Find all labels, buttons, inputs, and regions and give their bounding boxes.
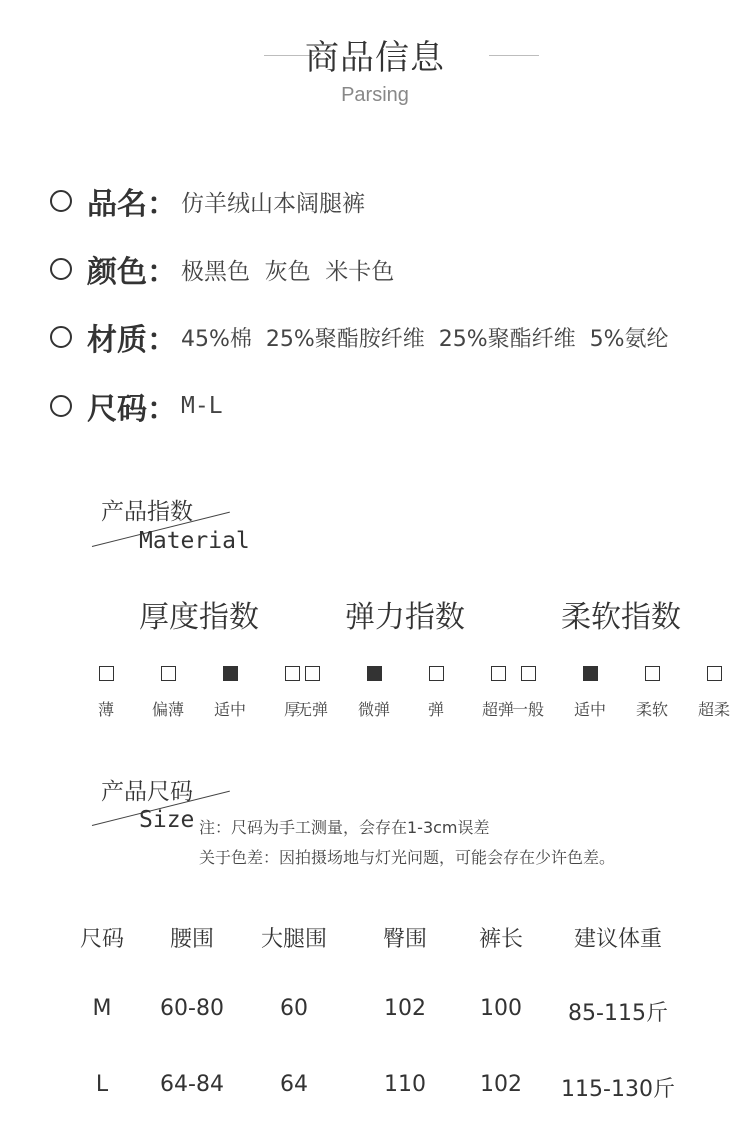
option-label: 薄 (97, 700, 114, 719)
checkbox-icon (99, 666, 114, 681)
table-cell: 110 (384, 1072, 426, 1097)
option-label: 一般 (511, 700, 544, 719)
table-cell: 85-115斤 (568, 1001, 668, 1026)
size-note: 注：尺码为手工测量，会存在1-3cm误差 (199, 818, 490, 837)
index-option (84, 666, 128, 720)
index-option (568, 666, 612, 720)
info-row-size (50, 386, 223, 426)
page-title: 商品信息 (305, 38, 445, 78)
option-label: 弹 (427, 700, 444, 719)
index-option (692, 666, 736, 720)
info-row-color (50, 249, 394, 289)
checkbox-icon (707, 666, 722, 681)
option-label: 适中 (573, 700, 606, 719)
table-header-cell: 臀围 (382, 927, 427, 952)
checkbox-checked-icon (583, 666, 598, 681)
index-option (630, 666, 674, 720)
table-cell: 102 (480, 1072, 522, 1097)
option-label: 厚 (283, 700, 300, 719)
table-header-row (60, 922, 700, 962)
checkbox-checked-icon (223, 666, 238, 681)
option-label: 无弹 (295, 700, 328, 719)
checkbox-icon (521, 666, 536, 681)
option-label: 超弹 (481, 700, 514, 719)
index-options (506, 666, 736, 720)
circle-bullet-icon (50, 326, 72, 348)
index-softness (506, 592, 736, 720)
page-subtitle: Parsing (341, 84, 409, 106)
index-option (290, 666, 334, 720)
table-cell: 60 (280, 996, 308, 1021)
table-cell: 64-84 (160, 1072, 224, 1097)
table-row (60, 996, 700, 1036)
info-row-name (50, 181, 365, 221)
info-label: 颜色： (87, 255, 177, 290)
index-title: 厚度指数 (139, 600, 259, 635)
option-label: 适中 (213, 700, 246, 719)
index-option (506, 666, 550, 720)
checkbox-icon (429, 666, 444, 681)
option-label: 微弹 (357, 700, 390, 719)
table-header-cell: 裤长 (478, 927, 523, 952)
table-row (60, 1072, 700, 1112)
material-section-subtitle: Material (139, 528, 250, 554)
index-thickness (84, 592, 314, 720)
index-option (208, 666, 252, 720)
index-option (414, 666, 458, 720)
index-options (84, 666, 314, 720)
checkbox-icon (305, 666, 320, 681)
table-cell: L (95, 1072, 109, 1097)
checkbox-icon (491, 666, 506, 681)
info-value: M-L (181, 393, 223, 419)
size-section-title: 产品尺码 (101, 779, 193, 805)
table-cell: 64 (280, 1072, 308, 1097)
option-label: 柔软 (635, 700, 668, 719)
table-cell: 115-130斤 (561, 1077, 675, 1102)
color-note: 关于色差：因拍摄场地与灯光问题，可能会存在少许色差。 (199, 848, 616, 867)
circle-bullet-icon (50, 395, 72, 417)
table-header-cell: 大腿围 (260, 927, 327, 952)
circle-bullet-icon (50, 190, 72, 212)
table-cell: M (92, 996, 112, 1021)
checkbox-icon (161, 666, 176, 681)
table-header-cell: 尺码 (79, 927, 124, 952)
option-label: 超柔 (697, 700, 730, 719)
info-label: 尺码： (87, 392, 177, 427)
size-section-subtitle: Size (139, 807, 195, 833)
checkbox-icon (645, 666, 660, 681)
index-title: 柔软指数 (561, 600, 681, 635)
table-header-cell: 建议体重 (573, 927, 662, 952)
index-option (352, 666, 396, 720)
info-value: 极黑色 灰色 米卡色 (181, 258, 395, 285)
material-section-title: 产品指数 (101, 499, 193, 525)
table-cell: 102 (384, 996, 426, 1021)
index-title: 弹力指数 (345, 600, 465, 635)
table-header-cell: 腰围 (169, 927, 214, 952)
table-cell: 100 (480, 996, 522, 1021)
info-value: 仿羊绒山本阔腿裤 (181, 190, 365, 217)
table-cell: 60-80 (160, 996, 224, 1021)
info-row-material (50, 317, 669, 357)
checkbox-checked-icon (367, 666, 382, 681)
info-label: 品名： (87, 187, 177, 222)
info-label: 材质： (87, 323, 177, 358)
index-elasticity (290, 592, 520, 720)
index-option (146, 666, 190, 720)
info-value: 45%棉 25%聚酯胺纤维 25%聚酯纤维 5%氨纶 (181, 326, 669, 352)
index-options (290, 666, 520, 720)
option-label: 偏薄 (151, 700, 184, 719)
circle-bullet-icon (50, 258, 72, 280)
